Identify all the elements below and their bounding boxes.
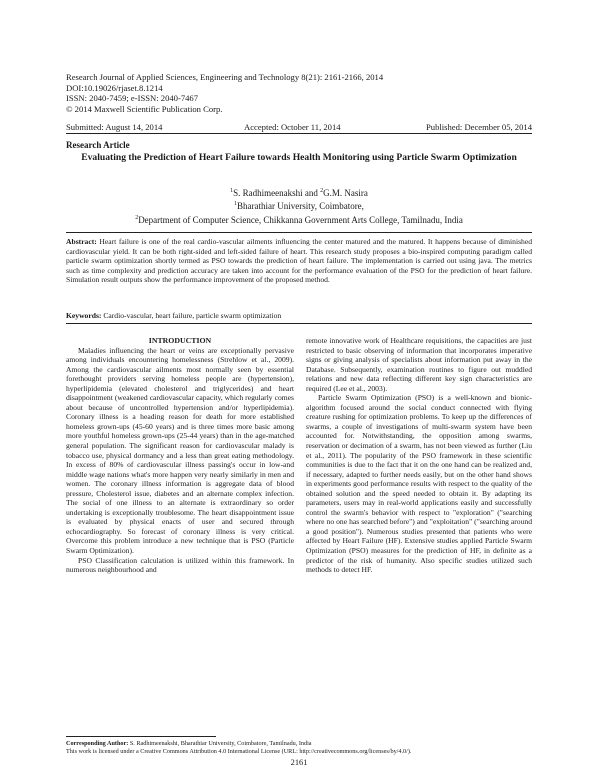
abstract-top-rule <box>66 232 532 233</box>
author-line <box>66 186 532 199</box>
affiliation-1 <box>66 199 532 212</box>
journal-header <box>66 72 383 115</box>
corresponding-author <box>66 740 532 748</box>
header-divider <box>66 133 532 134</box>
author1-mark: 1 <box>230 188 234 194</box>
affil2-mark: 2 <box>135 214 139 221</box>
keywords-text: Cardio-vascular, heart failure, particle swarm optimization <box>101 311 282 320</box>
keywords <box>66 311 532 320</box>
footnote <box>66 740 532 756</box>
submitted-date: Submitted: August 14, 2014 <box>66 122 163 132</box>
issn: ISSN: 2040-7459; e-ISSN: 2040-7467 <box>66 93 199 104</box>
abstract-text: Heart failure is one of the real cardio-vascular ailments influencing the center matured and the matured. It happens because of diminished cardiovascular yield. It can be both right-sided and left-sided failure of heart. This research study proposes a bio-inspired computing paradigm called particle swarm optimization shortly termed as PSO towards the prediction of heart failure. The implementation is carried out using java. The metrics such as time complexity and prediction accuracy are taken into account for the performance evaluation of the PSO for the prediction of heart failure. Simulation result outputs show the performance improvement of the proposed method. <box>66 237 532 284</box>
paragraph: Maladies influencing the heart or veins are exceptionally pervasive among individuals encountering homelessness (Strehlow et al., 2009). Among the cardiovascular ailments most normally seen by essential forethought providers serving homeless people are (hypertension), hyperlipidemia (elevated cholesterol and triglycerides) and heart disappointment (weakened cardiovascular capacity, which regularly comes about because of uncontrolled hypertension and/or hyperlipidemia). Coronary illness is a heading reason for death for more established homeless grown-ups (45-60 years) and is three times more basic among more youthful homeless grown-ups (25-44 years) than in the age-matched general population. The significant reason for cardiovascular malady is tobacco use, physical dormancy and a less than great eating methodology. In excess of 80% of cardiovascular illness passing's occur in low-and middle wage nations what's more happen very nearly similarly in men and women. The coronary illness information is aggregate data of blood pressure, Cholesterol issue, diabetes and an alternate complex infection. The social of one illness to an alternate is extraordinary so order undertaking is exceptionally troublesome. The heart disappointment issue is evaluated by physical enacts of user and secured through echocardiography. So forecast of coronary illness is very critical. Overcome this problem introduce a new technique that is PSO (Particle Swarm Optimization). <box>66 345 294 556</box>
author2-name: G.M. Nasira <box>323 188 368 198</box>
paragraph: remote innovative work of Healthcare requisitions, the capacities are just restricted to basic observing of information that incorporates imperative signs or giving analysis of specialists about information put away in the Database. Subsequently, examination routines to figure out muddled relations and new data reflecting different key sign characteristics are required (Lee et al., 2003). <box>306 336 532 393</box>
article-title: Evaluating the Prediction of Heart Failure towards Health Monitoring using Particle Swarm Optimization <box>81 152 517 163</box>
affiliation-2 <box>66 213 532 226</box>
abstract-label: Abstract: <box>66 237 97 246</box>
affil2-text: Department of Computer Science, Chikkanna Government Arts College, Tamilnadu, India <box>138 214 463 225</box>
journal-citation: Research Journal of Applied Sciences, Engineering and Technology 8(21): 2161-2166, 2014 <box>66 72 384 82</box>
authors-block <box>66 186 532 226</box>
author1-name: S. Radhimeenakshi and <box>233 188 321 198</box>
affil1-text: Bharathiar University, Coimbatore, <box>237 201 364 212</box>
corresponding-label: Corresponding Author: <box>66 740 129 747</box>
page-number: 2161 <box>290 758 308 767</box>
article-kind: Research Article <box>66 140 130 150</box>
paragraph: PSO Classification calculation is utilized within this framework. In numerous neighbourhood and <box>66 555 294 575</box>
copyright: © 2014 Maxwell Scientific Publication Corp. <box>66 104 223 115</box>
doi: DOI:10.19026/rjaset.8.1214 <box>66 82 163 93</box>
license-text: This work is licensed under a Creative Commons Attribution 4.0 International License (URL: http://creativecommons.org/licenses/by/4.0/). <box>66 748 412 755</box>
keywords-label: Keywords: <box>66 311 102 320</box>
corresponding-text: S. Radhimeenakshi, Bharathiar University, Coimbatore, Tamilnadu, India <box>128 740 312 747</box>
keywords-bottom-rule <box>66 323 532 324</box>
published-date: Published: December 05, 2014 <box>426 122 532 132</box>
body-column-right <box>306 336 532 575</box>
body-column-left <box>66 336 294 575</box>
paragraph: Particle Swarm Optimization (PSO) is a well-known and bionic-algorithm focused around the social conduct connected with flying creature rushing for optimization problems. To keep up the differences of swarms, a couple of investigations of multi-swarm system have been accounted for. Notwithstanding, the opposition among swarms, reservation or decimation of a swarm, has not been viewed as further (Liu et al., 2011). The popularity of the PSO framework in these scientific communities is due to the fact that it on the one hand can be realized and, if necessary, adapted to further needs easily, but on the other hand shows in experiments good performance results with respect to the quality of the obtained solution and the speed needed to obtain it. By adapting its parameters, users may in real-world applications easily and successfully control the swarm's behavior with respect to "exploration" ("searching where no one has searched before") and "exploitation" ("searching around a good position"). Numerous studies presented that patients who were affected by Heart Failure (HF). Extensive studies applied Particle Swarm Optimization (PSO) measures for the prediction of HF, in definite as a predictor of the risk of humanity. Also specific studies utilized such methods to detect HF. <box>306 393 532 575</box>
footnote-rule <box>66 736 216 737</box>
abstract <box>66 237 532 285</box>
accepted-date: Accepted: October 11, 2014 <box>244 122 341 132</box>
affil1-mark: 1 <box>234 201 238 208</box>
section-heading-introduction: INTRODUCTION <box>148 336 212 345</box>
author2-mark: 2 <box>320 188 324 194</box>
